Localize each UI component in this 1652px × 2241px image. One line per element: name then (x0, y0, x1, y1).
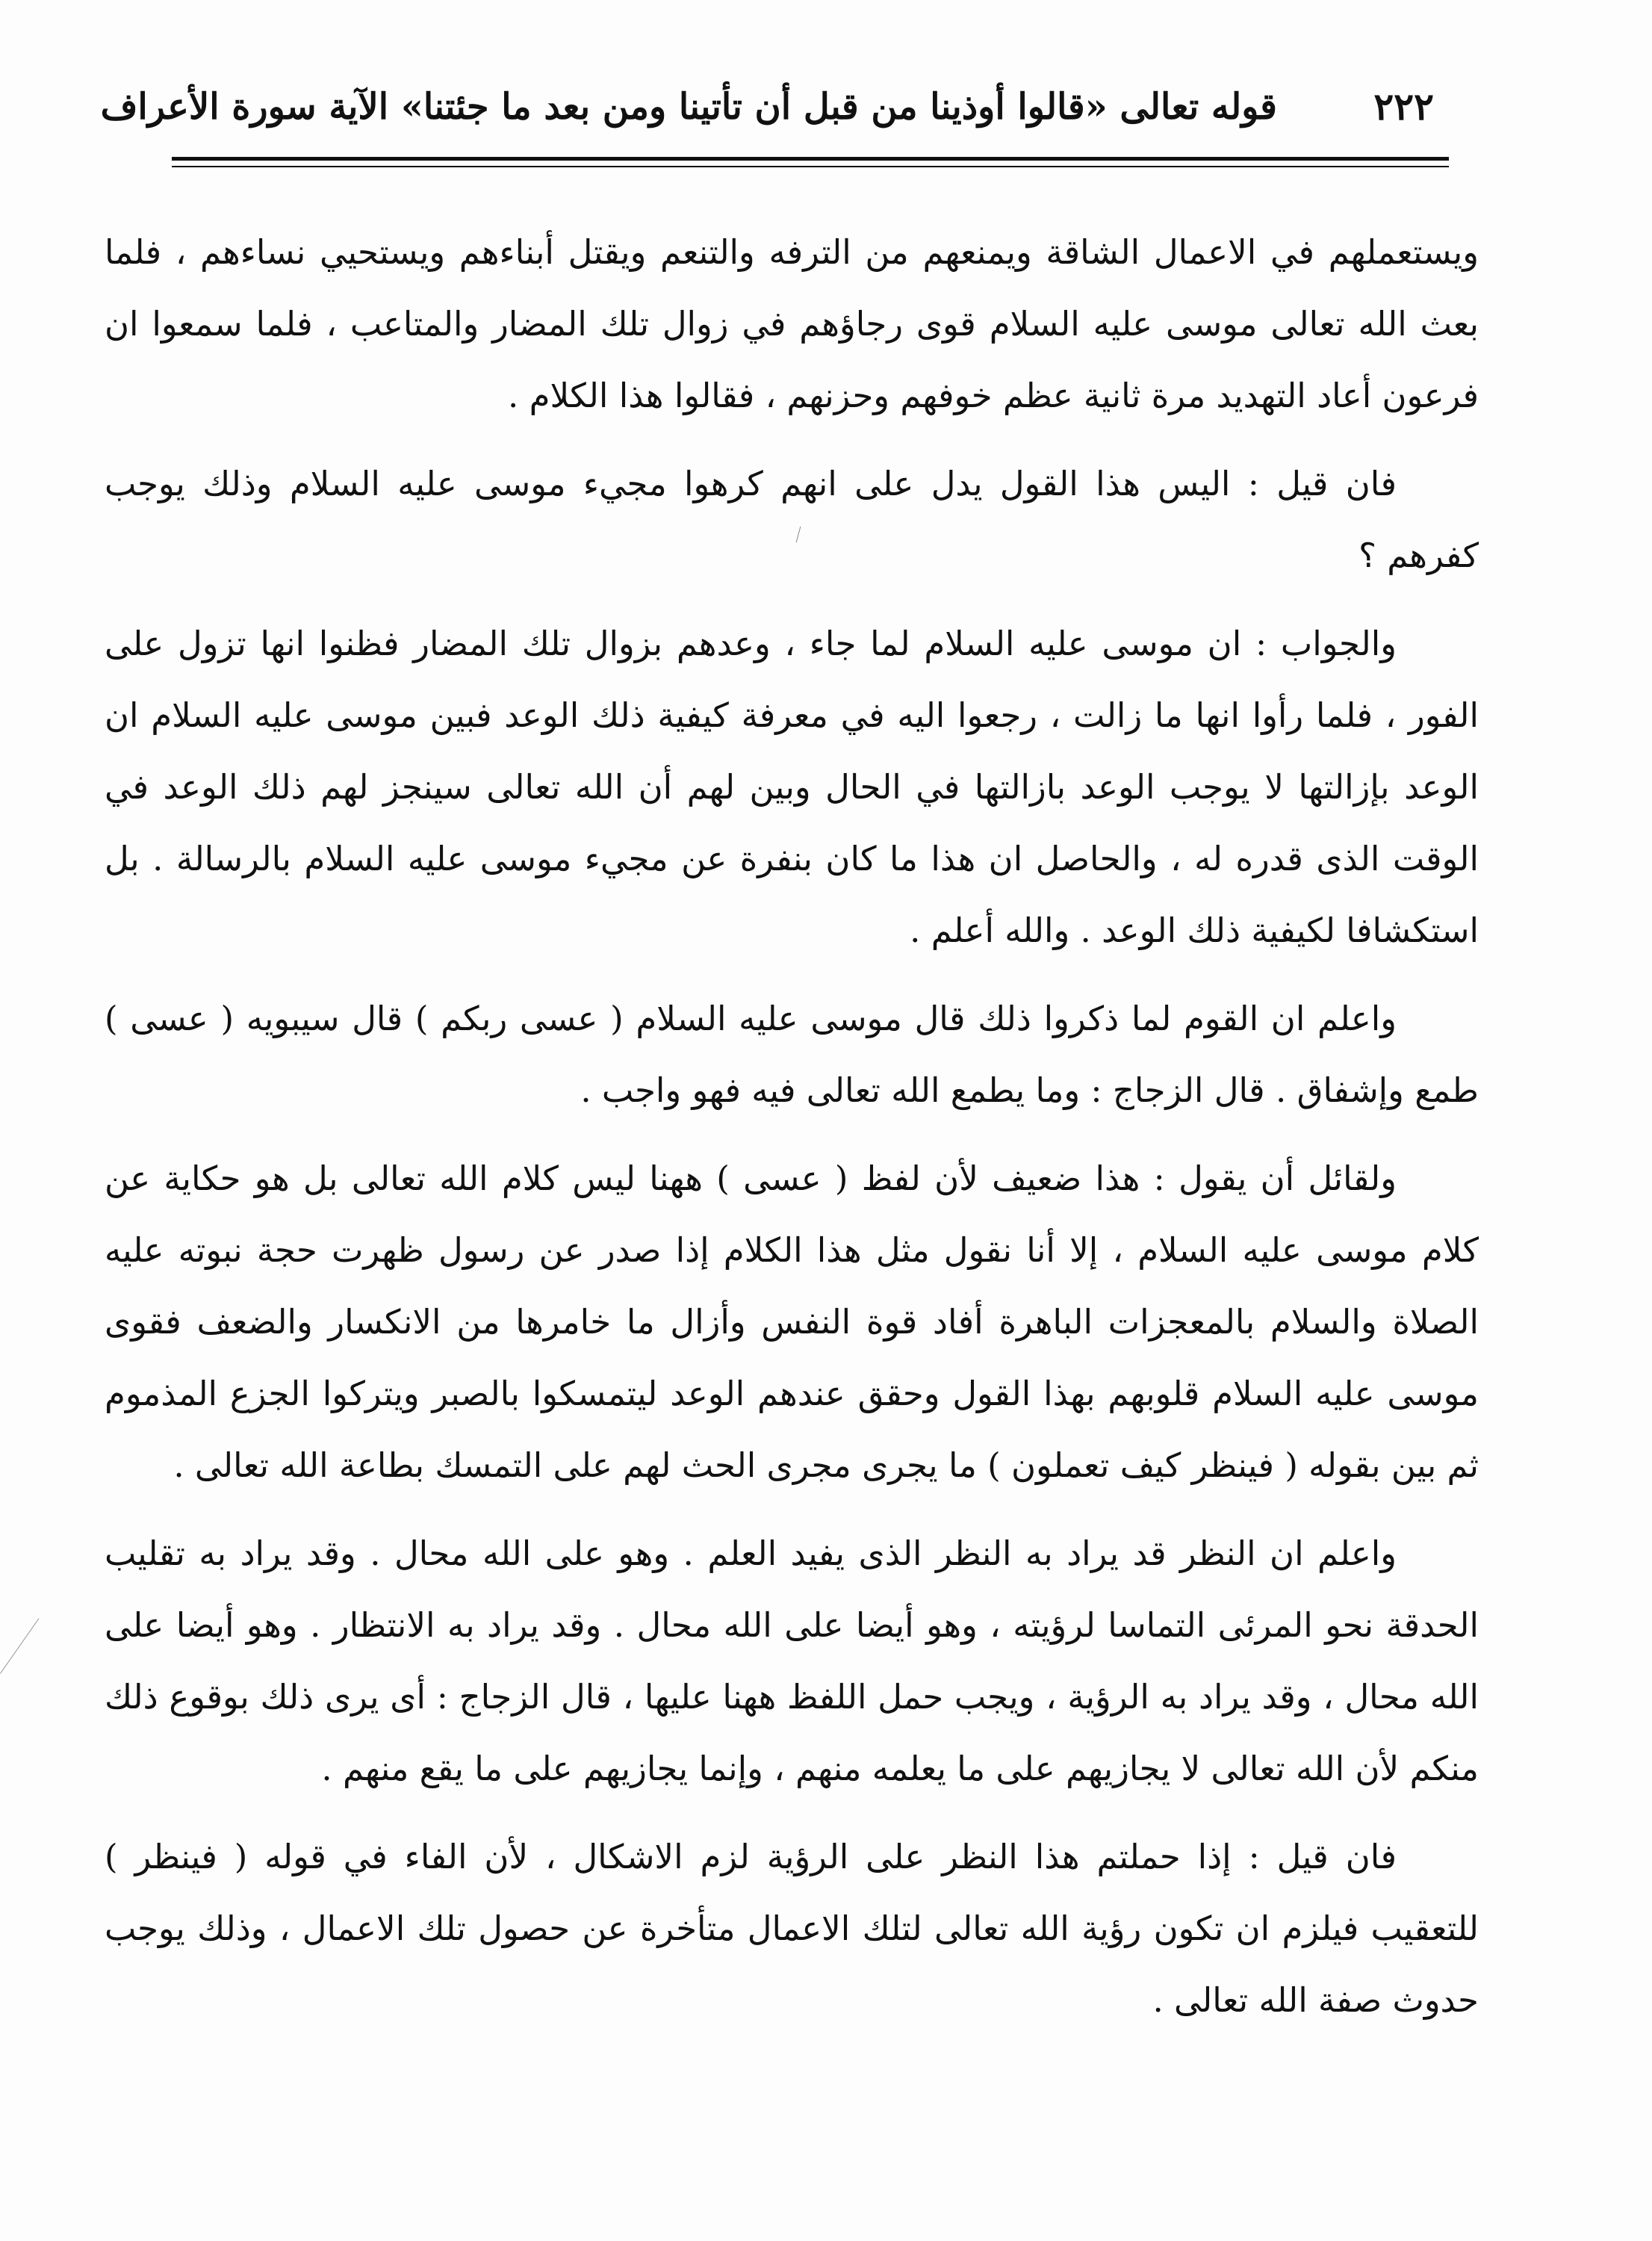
body-text (105, 217, 1479, 2053)
paragraph: واعلم ان القوم لما ذكروا ذلك قال موسى عليه السلام ( عسى ربكم ) قال سيبويه ( عسى ) طمع وإشفاق . قال الزجاج : وما يطمع الله تعالى فيه فهو واجب . (105, 999, 1479, 1110)
paragraph: واعلم ان النظر قد يراد به النظر الذى يفيد العلم . وهو على الله محال . وقد يراد به تقليب الحدقة نحو المرئى التماسا لرؤيته ، وهو أيضا على الله محال . وقد يراد به الانتظار . وهو أيضا على الله محال ، وقد يراد به الرؤية ، ويجب حمل اللفظ ههنا عليها ، قال الزجاج : أى يرى ذلك بوقوع ذلك منكم لأن الله تعالى لا يجازيهم على ما يعلمه منهم ، وإنما يجازيهم على ما يقع منهم . (105, 1534, 1479, 1788)
header-rule (172, 157, 1449, 161)
running-title: قوله تعالى «قالوا أوذينا من قبل أن تأتينا ومن بعد ما جئتنا» الآية سورة الأعراف (100, 86, 1277, 128)
paragraph: فان قيل : إذا حملتم هذا النظر على الرؤية لزم الاشكال ، لأن الفاء في قوله ( فينظر ) للتعقيب فيلزم ان تكون رؤية الله تعالى لتلك الاعمال متأخرة عن حصول تلك الاعمال ، وذلك يوجب حدوث صفة الله تعالى . (105, 1837, 1479, 2020)
paragraph: فان قيل : اليس هذا القول يدل على انهم كرهوا مجيء موسى عليه السلام وذلك يوجب كفرهم ؟ (105, 464, 1479, 575)
page-number: ٢٢٢ (1373, 84, 1434, 128)
scan-artifact-line (0, 1618, 39, 1673)
paragraph: ولقائل أن يقول : هذا ضعيف لأن لفظ ( عسى ) ههنا ليس كلام الله تعالى بل هو حكاية عن كلام موسى عليه السلام ، إلا أنا نقول مثل هذا الكلام إذا صدر عن رسول ظهرت حجة نبوته عليه الصلاة والسلام بالمعجزات الباهرة أفاد قوة النفس وأزال ما خامرها من الانكسار والضعف فقوى موسى عليه السلام قلوبهم بهذا القول وحقق عندهم الوعد ليتمسكوا بالصبر ويتركوا الجزع المذموم ثم بين بقوله ( فينظر كيف تعملون ) ما يجرى مجرى الحث لهم على التمسك بطاعة الله تعالى . (105, 1159, 1479, 1485)
page-header (100, 71, 1449, 138)
paragraph: والجواب : ان موسى عليه السلام لما جاء ، وعدهم بزوال تلك المضار فظنوا انها تزول على الفور ، فلما رأوا انها ما زالت ، رجعوا اليه في معرفة كيفية ذلك الوعد فبين موسى عليه السلام ان الوعد بإزالتها لا يوجب الوعد بازالتها في الحال وبين لهم أن الله تعالى سينجز لهم ذلك الوعد في الوقت الذى قدره له ، والحاصل ان هذا ما كان بنفرة عن مجيء موسى عليه السلام بالرسالة . بل استكشافا لكيفية ذلك الوعد . والله أعلم . (105, 624, 1479, 950)
paragraph: ويستعملهم في الاعمال الشاقة ويمنعهم من الترفه والتنعم ويقتل أبناءهم ويستحيي نساءهم ، فلما بعث الله تعالى موسى عليه السلام قوى رجاؤهم في زوال تلك المضار والمتاعب ، فلما سمعوا ان فرعون أعاد التهديد مرة ثانية عظم خوفهم وحزنهم ، فقالوا هذا الكلام . (105, 232, 1479, 415)
header-rule-thin (172, 166, 1449, 167)
